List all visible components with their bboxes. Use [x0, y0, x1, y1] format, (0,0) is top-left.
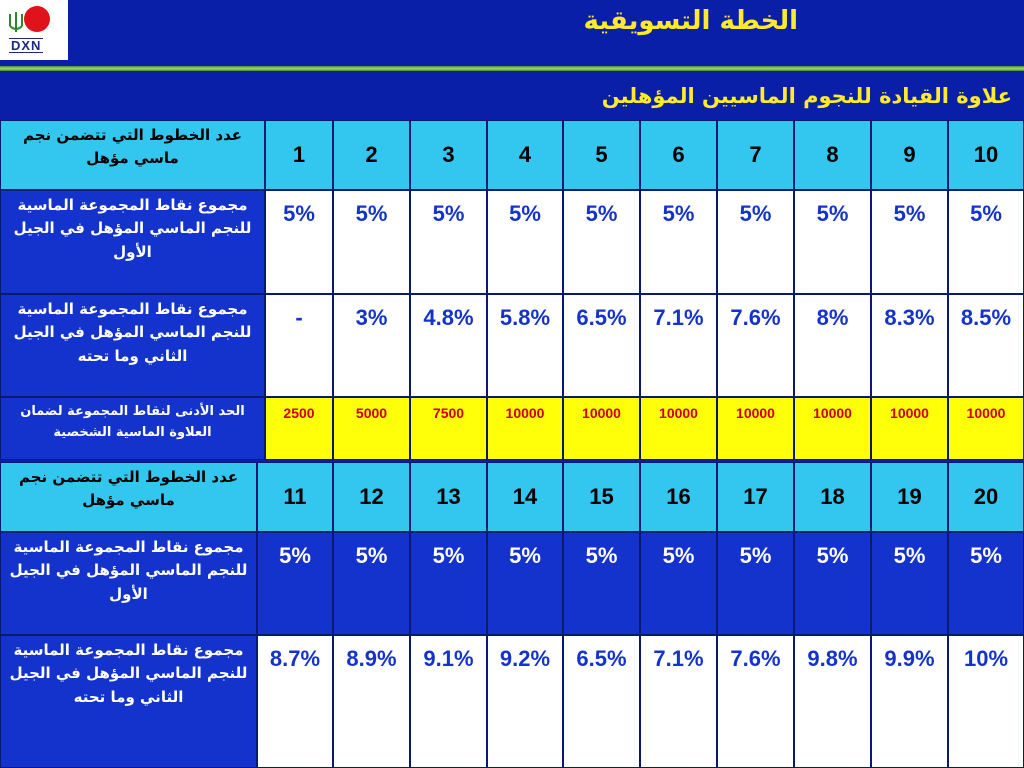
table-cell: 10000 [640, 397, 717, 460]
row-label: مجموع نقاط المجموعة الماسية للنجم الماسي المؤهل في الجيل الأول [0, 532, 257, 635]
table-cell: 1 [265, 120, 333, 190]
table-cell: 5% [487, 532, 563, 635]
table-cell: 10000 [717, 397, 794, 460]
table-cell: 5% [717, 532, 794, 635]
table-cell: 2500 [265, 397, 333, 460]
table-cell: 10% [948, 635, 1024, 768]
table-cell: 9.9% [871, 635, 948, 768]
header [0, 0, 1024, 64]
row-label: مجموع نقاط المجموعة الماسية للنجم الماسي المؤهل في الجيل الثاني وما تحته [0, 294, 265, 397]
table-cell: 5% [257, 532, 333, 635]
table-cell: 5% [871, 532, 948, 635]
table-cell: 8% [794, 294, 871, 397]
red-sun-icon [24, 6, 50, 32]
table-cell: 19 [871, 462, 948, 532]
plant-icon [6, 6, 26, 32]
table-cell: 3 [410, 120, 487, 190]
table-cell: 8 [794, 120, 871, 190]
table-cell: 16 [640, 462, 717, 532]
table-cell: 10000 [794, 397, 871, 460]
table-cell: 11 [257, 462, 333, 532]
table-cell: 5% [794, 532, 871, 635]
table-cell: 5000 [333, 397, 410, 460]
table-cell: 8.7% [257, 635, 333, 768]
table-cell: 10 [948, 120, 1024, 190]
row-label: عدد الخطوط التي تتضمن نجم ماسي مؤهل [0, 462, 257, 532]
table-cell: 8.3% [871, 294, 948, 397]
table-cell: 5% [333, 532, 410, 635]
section-subtitle: علاوة القيادة للنجوم الماسيين المؤهلين [601, 84, 1012, 108]
table-cell: 5 [563, 120, 640, 190]
table-cell: 9.2% [487, 635, 563, 768]
table-cell: 5% [487, 190, 563, 294]
table-cell: 5% [333, 190, 410, 294]
row-label: مجموع نقاط المجموعة الماسية للنجم الماسي المؤهل في الجيل الأول [0, 190, 265, 294]
table-cell: 5% [265, 190, 333, 294]
table-cell: - [265, 294, 333, 397]
table-cell: 5% [563, 190, 640, 294]
table-cell: 10000 [948, 397, 1024, 460]
table-cell: 8.9% [333, 635, 410, 768]
table-cell: 7.1% [640, 294, 717, 397]
table-cell: 9.8% [794, 635, 871, 768]
table-cell: 5% [948, 532, 1024, 635]
row-label: الحد الأدنى لنقاط المجموعة لضمان العلاوة الماسية الشخصية [0, 397, 265, 460]
table-cell: 6.5% [563, 294, 640, 397]
table-cell: 4 [487, 120, 563, 190]
table-cell: 2 [333, 120, 410, 190]
table-cell: 13 [410, 462, 487, 532]
row-label: مجموع نقاط المجموعة الماسية للنجم الماسي المؤهل في الجيل الثاني وما تحته [0, 635, 257, 768]
table-cell: 20 [948, 462, 1024, 532]
table-cell: 17 [717, 462, 794, 532]
table-cell: 7.6% [717, 635, 794, 768]
table-cell: 10000 [487, 397, 563, 460]
table-cell: 15 [563, 462, 640, 532]
table-cell: 6 [640, 120, 717, 190]
row-label: عدد الخطوط التي تتضمن نجم ماسي مؤهل [0, 120, 265, 190]
table-cell: 14 [487, 462, 563, 532]
table-cell: 6.5% [563, 635, 640, 768]
table-cell: 7500 [410, 397, 487, 460]
table-cell: 5% [410, 532, 487, 635]
table-cell: 4.8% [410, 294, 487, 397]
table-cell: 8.5% [948, 294, 1024, 397]
header-divider [0, 66, 1024, 71]
table-cell: 5% [717, 190, 794, 294]
table-cell: 18 [794, 462, 871, 532]
table-cell: 12 [333, 462, 410, 532]
table-cell: 5% [410, 190, 487, 294]
table-cell: 7.6% [717, 294, 794, 397]
table-cell: 9.1% [410, 635, 487, 768]
dxn-logo [0, 0, 68, 60]
table-cell: 10000 [871, 397, 948, 460]
table-cell: 5% [640, 532, 717, 635]
table-cell: 5% [563, 532, 640, 635]
table-cell: 5% [794, 190, 871, 294]
table-cell: 5% [871, 190, 948, 294]
page-title: الخطة التسويقية [583, 6, 798, 36]
table-cell: 5.8% [487, 294, 563, 397]
table-cell: 5% [640, 190, 717, 294]
table-cell: 5% [948, 190, 1024, 294]
logo-text: DXN [11, 38, 42, 53]
table-cell: 7 [717, 120, 794, 190]
table-cell: 7.1% [640, 635, 717, 768]
table-cell: 3% [333, 294, 410, 397]
table-cell: 10000 [563, 397, 640, 460]
table-cell: 9 [871, 120, 948, 190]
